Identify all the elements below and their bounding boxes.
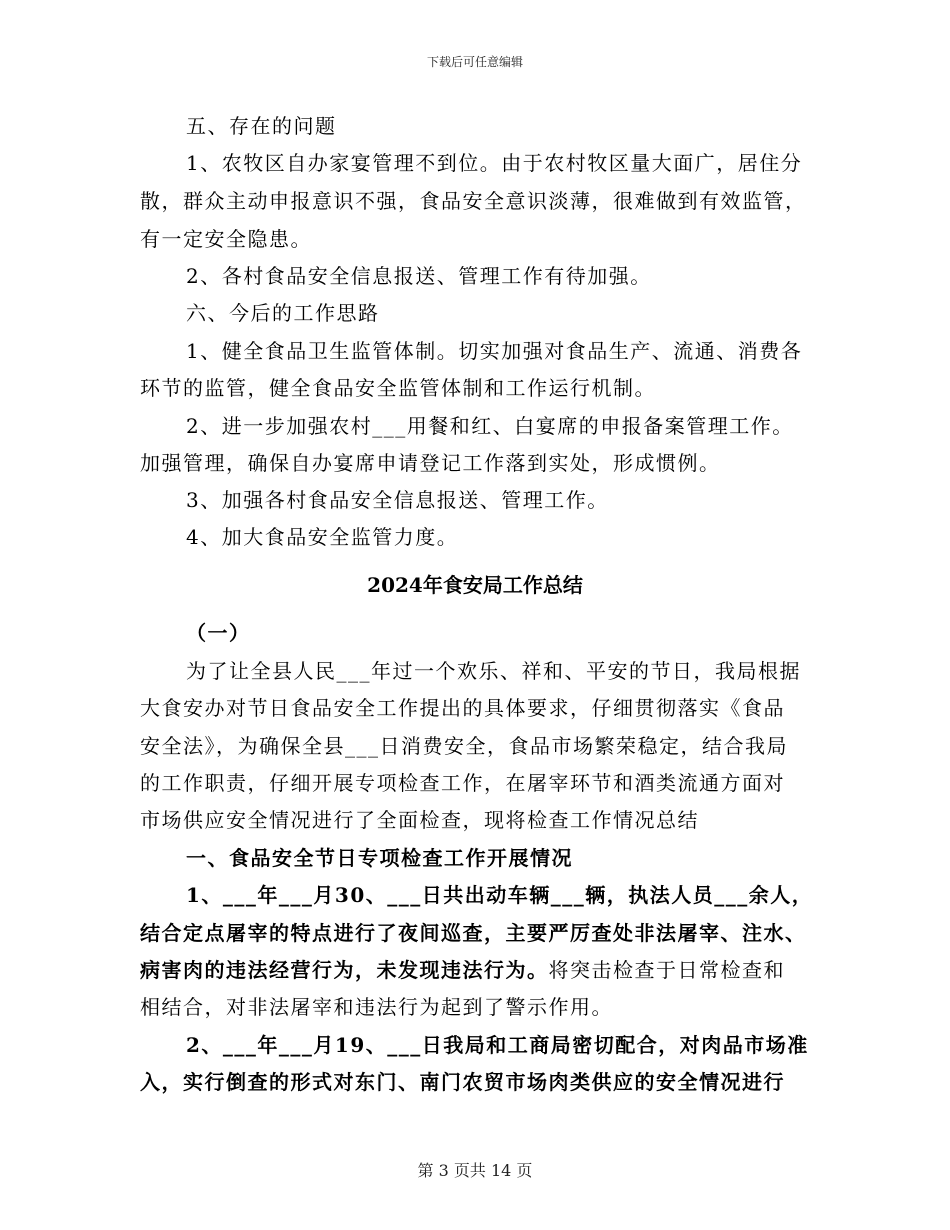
paragraph-line: 2、___年___月19、___日我局和工商局密切配合，对肉品市场准 — [186, 1033, 809, 1057]
paragraph-line: 相结合，对非法屠宰和违法行为起到了警示作用。 — [140, 995, 613, 1019]
paragraph-line: 3、加强各村食品安全信息报送、管理工作。 — [186, 488, 609, 512]
paragraph-line: 2、各村食品安全信息报送、管理工作有待加强。 — [186, 264, 652, 288]
paragraph-line: 1、健全食品卫生监管体制。切实加强对食品生产、流通、消费各 — [186, 339, 803, 363]
bold-fragment: 病害肉的违法经营行为，未发现违法行为。 — [140, 958, 549, 982]
paragraph-line: 结合定点屠宰的特点进行了夜间巡查，主要严厉查处非法屠宰、注水、 — [140, 921, 807, 945]
paragraph-line: 有一定安全隐患。 — [140, 227, 312, 251]
paragraph-line: 大食安办对节日食品安全工作提出的具体要求，仔细贯彻落实《食品 — [140, 696, 785, 720]
page-header: 下载后可任意编辑 — [426, 55, 523, 69]
section-heading-future: 六、今后的工作思路 — [186, 301, 380, 325]
paragraph-line: 市场供应安全情况进行了全面检查，现将检查工作情况总结 — [140, 808, 699, 832]
paragraph-line: 安全法》，为确保全县___日消费安全，食品市场繁荣稳定，结合我局 — [140, 734, 788, 758]
subsection-label: （一） — [186, 621, 251, 645]
paragraph-line: 为了让全县人民___年过一个欢乐、祥和、平安的节日，我局根据 — [186, 659, 801, 683]
paragraph-line: 4、加大食品安全监管力度。 — [186, 525, 459, 549]
paragraph-line — [140, 958, 785, 982]
paragraph-line: 加强管理，确保自办宴席申请登记工作落到实处，形成惯例。 — [140, 451, 721, 475]
paragraph-line: 散，群众主动申报意识不强，食品安全意识淡薄，很难做到有效监管， — [140, 189, 807, 213]
normal-fragment: 将突击检查于日常检查和 — [548, 958, 785, 982]
paragraph-line: 1、___年___月30、___日共出动车辆___辆，执法人员___余人， — [186, 883, 814, 907]
paragraph-line: 入，实行倒查的形式对东门、南门农贸市场肉类供应的安全情况进行 — [140, 1070, 785, 1094]
page-footer: 第 3 页共 14 页 — [417, 1161, 533, 1180]
paragraph-line: 1、农牧区自办家宴管理不到位。由于农村牧区量大面广，居住分 — [186, 151, 803, 175]
section-heading-problems: 五、存在的问题 — [186, 114, 337, 138]
document-title: 2024年食安局工作总结 — [367, 573, 583, 597]
paragraph-line: 的工作职责，仔细开展专项检查工作，在屠宰环节和酒类流通方面对 — [140, 771, 785, 795]
paragraph-line: 2、进一步加强农村___用餐和红、白宴席的申报备案管理工作。 — [186, 414, 794, 438]
section-heading-inspection: 一、食品安全节日专项检查工作开展情况 — [186, 846, 573, 870]
paragraph-line: 环节的监管，健全食品安全监管体制和工作运行机制。 — [140, 376, 656, 400]
